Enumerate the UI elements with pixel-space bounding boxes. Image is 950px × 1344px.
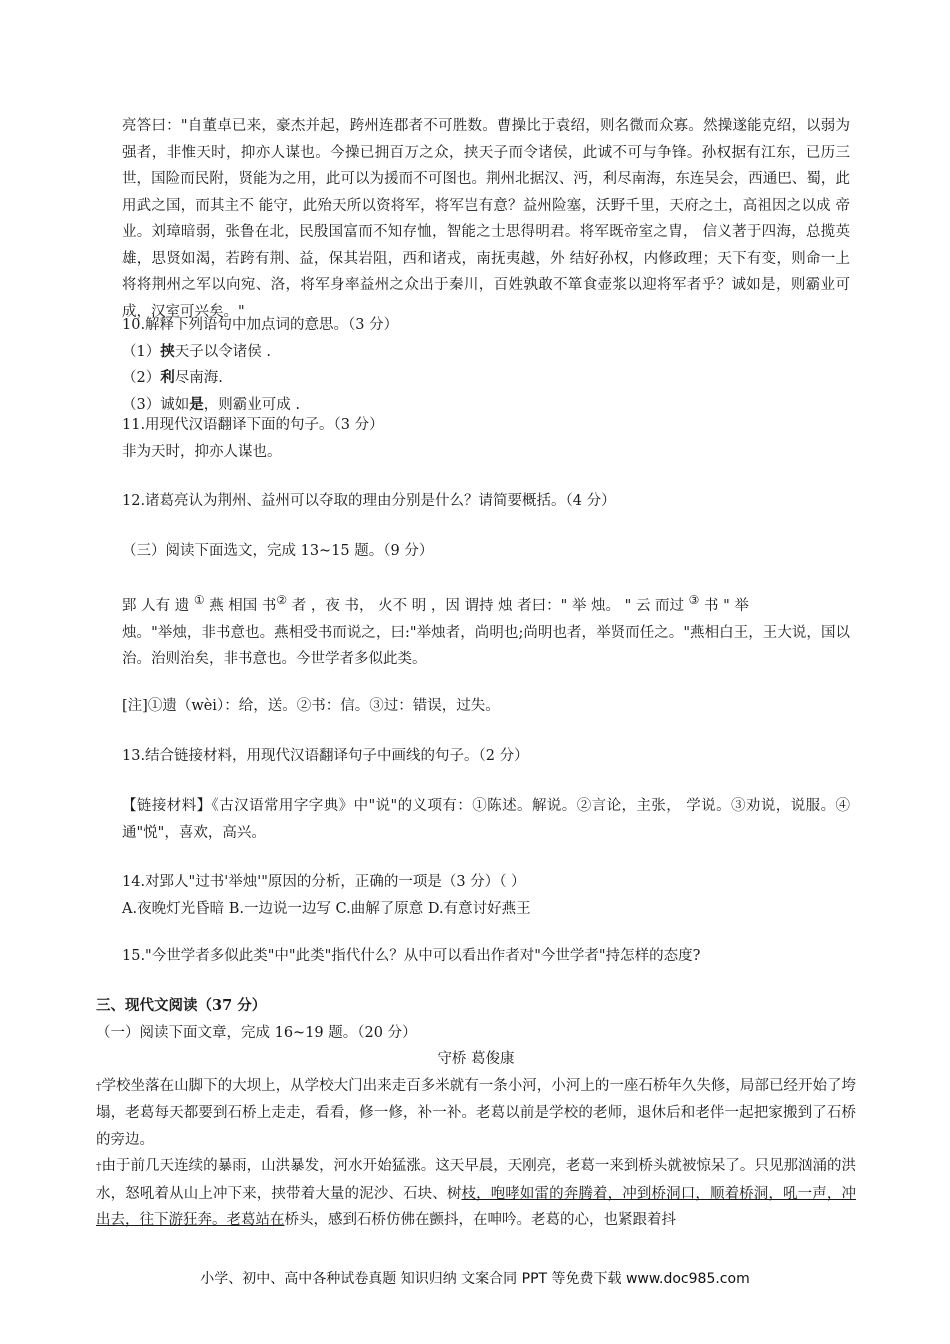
question-14-stem: 14.对郢人"过书'举烛'"原因的分析，正确的一项是（3 分）（ ）	[122, 874, 526, 890]
passage-note: [注]①遗（wèi）：给，送。②书：信。③过：错误，过失。	[122, 698, 500, 714]
question-11-stem: 11.用现代汉语翻译下面的句子。（3 分）	[122, 417, 384, 433]
page-footer: 小学、初中、高中各种试卷真题 知识归纳 文案合同 PPT 等免费下载 www.doc985.com	[200, 1271, 750, 1287]
question-10-item-1: （1）挟天子以令诸侯 .	[122, 342, 271, 360]
question-10-stem: 10.解释下列语句中加点词的意思。（3 分）	[122, 317, 399, 333]
question-14-options: A.夜晚灯光昏暗 B.一边说一边写 C.曲解了原意 D.有意讨好燕王	[122, 900, 531, 917]
question-10-item-2: （2）利尽南海.	[122, 369, 223, 386]
article-title: 守桥 葛俊康	[437, 1051, 515, 1067]
question-12	[122, 488, 850, 515]
passage-yingshu-yanshuo	[122, 593, 850, 673]
part-3-subheading: （一）阅读下面文章，完成 16~19 题。（20 分）	[96, 1024, 417, 1041]
paragraph-mark-icon: †	[96, 1160, 102, 1173]
question-11-sentence: 非为天时，抑亦人谋也。	[122, 443, 282, 460]
article-paragraph-2: †由于前几天连续的暴雨，山洪暴发，河水开始猛涨。这天早晨，天刚亮，老葛一来到桥头就被惊呆了。只见那汹涌的洪水，怒吼着从山上冲下来，挟带着大量的泥沙、石块、树枝，咆哮如雷的奔腾着，冲到桥洞口，顺着桥洞，吼一声，冲出去，往下游狂奔。老葛站在桥头，感到石桥仿佛在颤抖，在呻吟。老葛的心，也紧跟着抖	[96, 1158, 857, 1228]
section-3-heading: （三）阅读下面选文，完成 13~15 题。（9 分）	[122, 543, 434, 559]
passage-longzhong-dui	[122, 113, 850, 325]
underlined-sentence: 枝，咆哮如雷的奔腾着，冲到桥洞口，顺着桥洞，吼一声，冲出去，往下游狂奔。老葛站在	[96, 1185, 857, 1228]
question-15	[122, 943, 850, 970]
part-3-heading: 三、现代文阅读（37 分）	[96, 997, 267, 1014]
passage-first-line: 郢 人有 遗 ① 燕 相国 书② 者 ，夜 书， 火不 明 ，因 谓持 烛 者曰：" 举 烛。 " 云 而过 ③ 书 " 举	[122, 593, 749, 614]
question-10	[122, 312, 850, 418]
passage-text: 亮答曰："自董卓已来，豪杰并起，跨州连郡者不可胜数。曹操比于袁绍，则名微而众寡。然操遂能克绍，以弱为强者，非惟天时，抑亦人谋也。今操已拥百万之众，挟天子而令诸侯，此诚不可与争锋。孙权据有江东，已历三世，国险而民附，贤能为之用，此可以为援而不可图也。荆州北据汉、沔，利尽南海，东连吴会，西通巴、蜀，此用武之国，而其主不 能守，此殆天所以资将军，将军岂有意？益州险塞，沃野千里，天府之土，高祖因之以成 帝业。刘璋暗弱，张鲁在北，民殷国富而不知存恤，智能之士思得明君。将军既帝室之胄， 信义著于四海，总揽英雄，思贤如渴，若跨有荆、益，保其岩阻，西和诸戎，南抚夷越，外 结好孙权，内修政理；天下有变，则命一上将将荆州之军以向宛、洛，将军身率益州之众出于秦川，百姓孰敢不箪食壶浆以迎将军者乎？诚如是，则霸业可成，汉室可兴矣。"	[122, 118, 850, 320]
question-13-stem: 13.结合链接材料，用现代汉语翻译句子中画线的句子。（2 分）	[122, 748, 529, 764]
question-10-item-3: （3）诚如是，则霸业可成 .	[122, 395, 300, 413]
question-13	[122, 743, 850, 770]
article-paragraph-1: †学校坐落在山脚下的大坝上，从学校大门出来走百多米就有一条小河，小河上的一座石桥年久失修，局部已经开始了垮塌，老葛每天都要到石桥上走走，看看，修一修，补一补。老葛以前是学校的老师，退休后和老伴一起把家搬到了石桥的旁边。	[96, 1077, 857, 1148]
paragraph-mark-icon: †	[96, 1079, 102, 1093]
question-15-stem: 15."今世学者多似此类"中"此类"指代什么？从中可以看出作者对"今世学者"持怎样的态度?	[122, 948, 701, 964]
passage-rest: 烛。"举烛，非书意也。燕相受书而说之，曰:"举烛者，尚明也;尚明也者，举贤而任之。"燕相白王，王大说，国以治。治则治矣，非书意也。今世学者多似此类。	[122, 624, 850, 667]
question-14	[122, 869, 850, 922]
part-3	[96, 993, 856, 1234]
link-material: 【链接材料】《古汉语常用字字典》中"说"的义项有：①陈述。解说。②言论，主张， 学说。③劝说，说服。④通"悦"，喜欢，高兴。	[122, 798, 850, 841]
question-11	[122, 412, 850, 465]
question-12-stem: 12.诸葛亮认为荆州、益州可以夺取的理由分别是什么？请简要概括。（4 分）	[122, 493, 616, 509]
